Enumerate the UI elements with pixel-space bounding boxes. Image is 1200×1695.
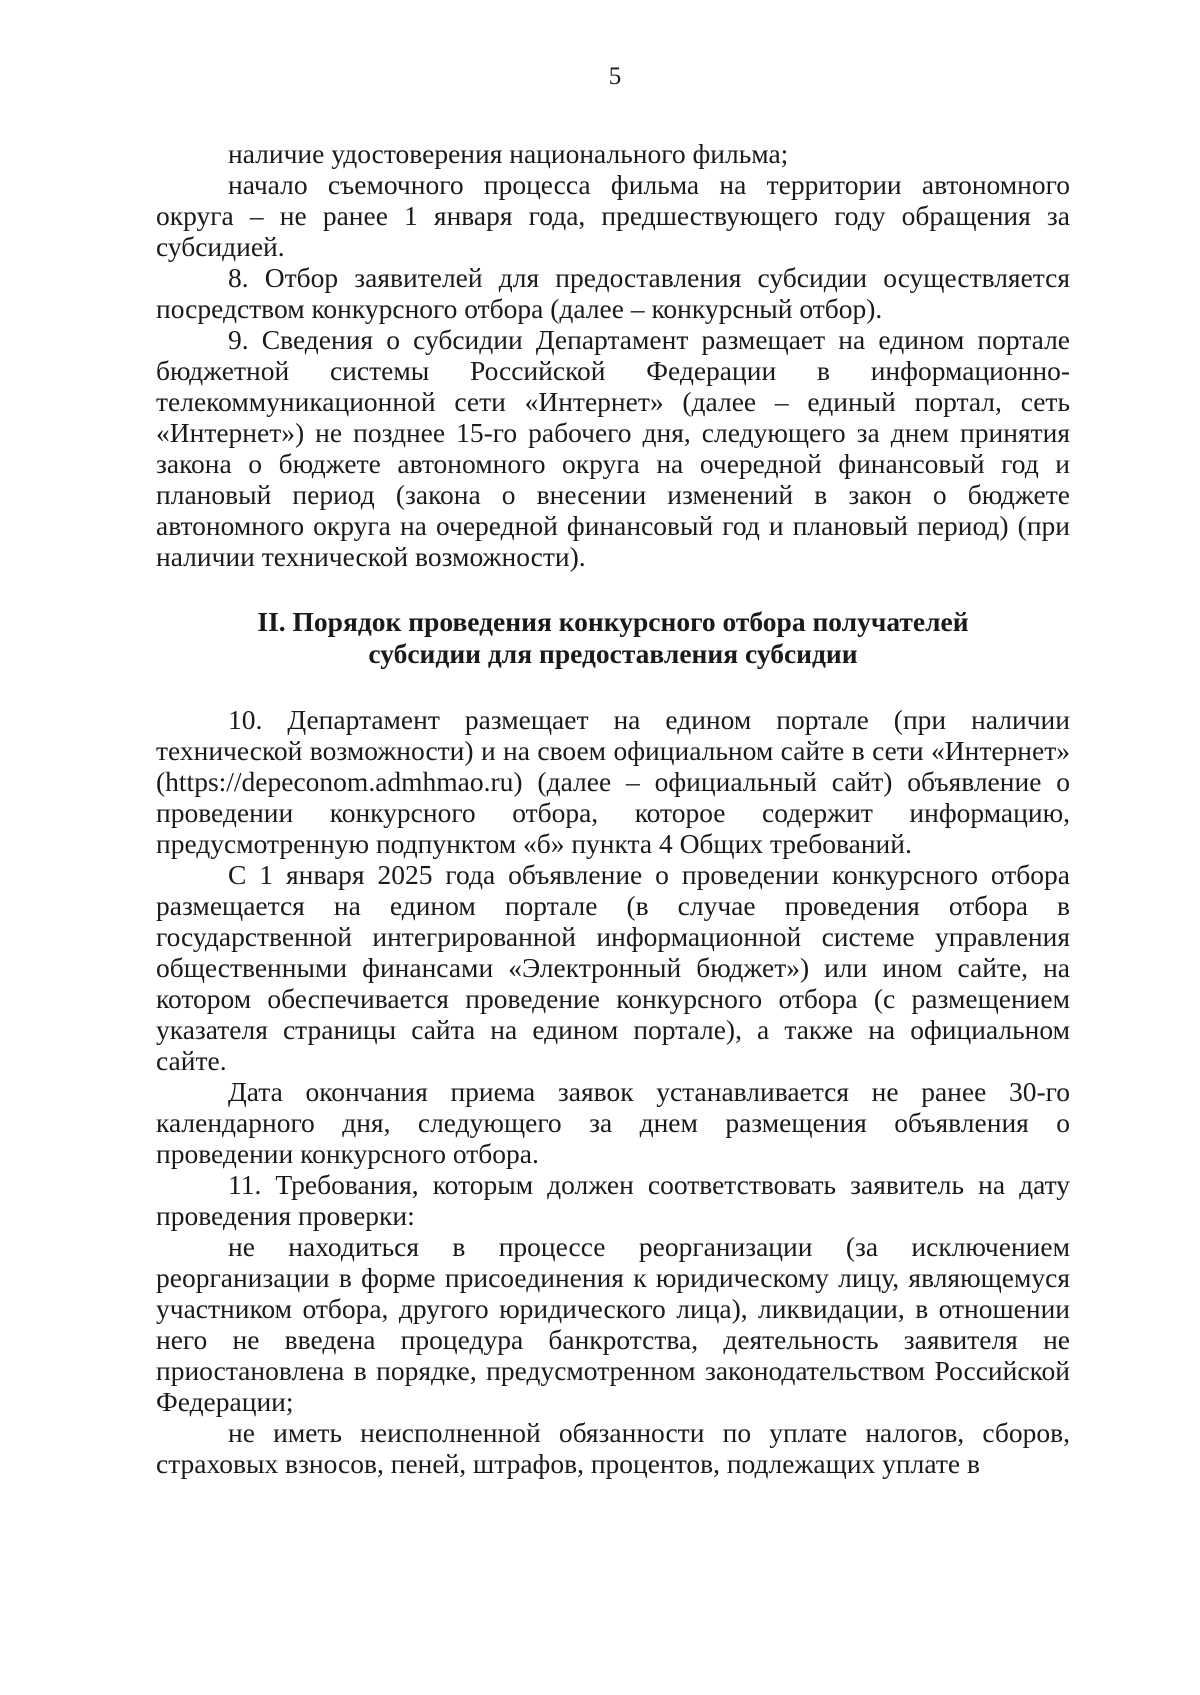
paragraph-national-film-certificate: наличие удостоверения национального фильма;: [228, 138, 789, 169]
paragraph-deadline: Дата окончания приема заявок устанавливается не ранее 30-го календарного дня, следующего за днем размещения объявления о проведении конкурсного отбора.: [156, 1076, 1070, 1169]
page-number: 5: [608, 63, 622, 90]
paragraph-no-reorganization: не находиться в процессе реорганизации (за исключением реорганизации в форме присоединения к юридическому лицу, являющемуся участником отбора, другого юридического лица), ликвидации, в отношении него не введена процедура банкротства, деятельность заявителя не приостановлена в порядке, предусмотренном законодательством Российской Федерации;: [156, 1231, 1070, 1417]
paragraph-item-11: 11. Требования, которым должен соответствовать заявитель на дату проведения проверки:: [156, 1169, 1070, 1231]
paragraph-filming-start: начало съемочного процесса фильма на территории автономного округа – не ранее 1 января года, предшествующего году обращения за субсидией.: [156, 169, 1070, 262]
paragraph-no-tax-debt: не иметь неисполненной обязанности по уплате налогов, сборов, страховых взносов, пеней, штрафов, процентов, подлежащих уплате в: [156, 1417, 1070, 1479]
section-heading-line-1: II. Порядок проведения конкурсного отбора получателей: [257, 606, 969, 637]
section-heading-line-2: субсидии для предоставления субсидии: [368, 638, 858, 669]
document-body: [156, 138, 1070, 1479]
section-heading: [156, 606, 1070, 670]
paragraph-item-10: 10. Департамент размещает на едином портале (при наличии технической возможности) и на своем официальном сайте в сети «Интернет» (https://depeconom.admhmao.ru) (далее – официальный сайт) объявление о проведении конкурсного отбора, которое содержит информацию, предусмотренную подпунктом «б» пункта 4 Общих требований.: [156, 704, 1070, 859]
paragraph-from-2025: С 1 января 2025 года объявление о проведении конкурсного отбора размещается на едином портале (в случае проведения отбора в государственной интегрированной информационной системе управления общественными финансами «Электронный бюджет») или ином сайте, на котором обеспечивается проведение конкурсного отбора (с размещением указателя страницы сайта на едином портале), а также на официальном сайте.: [156, 859, 1070, 1076]
paragraph-item-9: 9. Сведения о субсидии Департамент размещает на едином портале бюджетной системы Российской Федерации в информационно-телекоммуникационной сети «Интернет» (далее – единый портал, сеть «Интернет») не позднее 15-го рабочего дня, следующего за днем принятия закона о бюджете автономного округа на очередной финансовый год и плановый период (закона о внесении изменений в закон о бюджете автономного округа на очередной финансовый год и плановый период) (при наличии технической возможности).: [156, 324, 1070, 572]
paragraph-item-8: 8. Отбор заявителей для предоставления субсидии осуществляется посредством конкурсного отбора (далее – конкурсный отбор).: [156, 262, 1070, 324]
